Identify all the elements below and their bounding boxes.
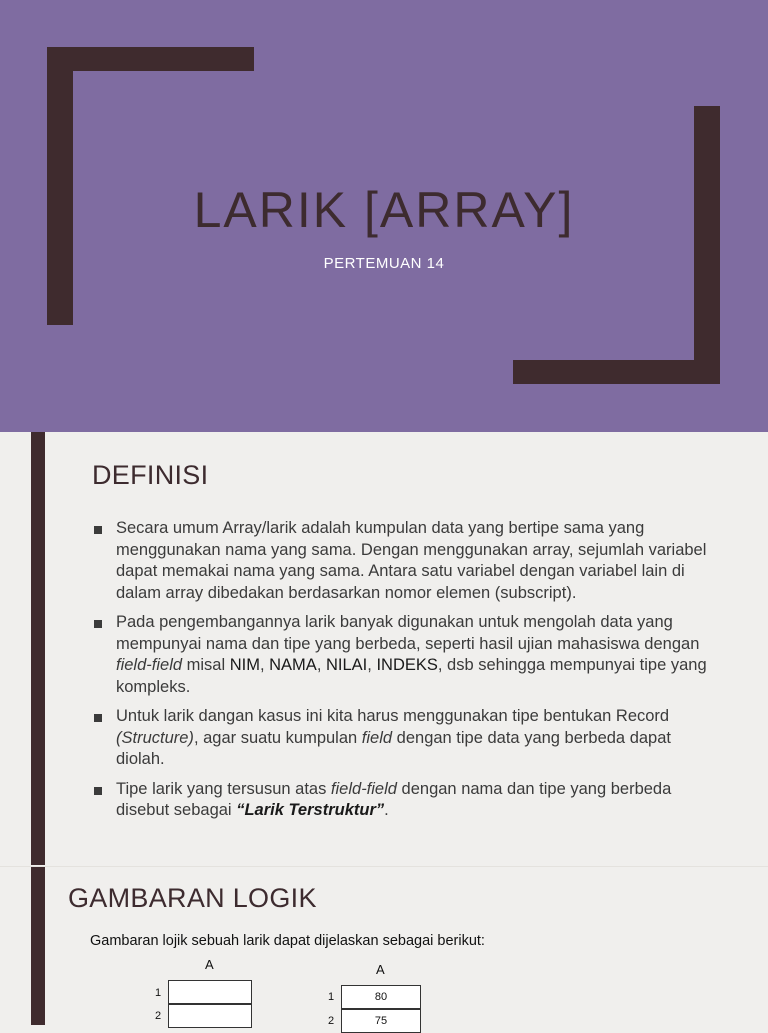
bullet-text: NAMA [269, 656, 317, 674]
bullet-text: field [361, 728, 393, 747]
array-right-index: 2 [328, 1015, 335, 1027]
bullet-text: Secara umum Array/larik adalah kumpulan data yang bertipe sama yang menggunakan nama yang sama. Dengan menggunakan array, sejumlah variabel dapat memakai nama yang sama. Antara satu variabel dengan variabel lain di dalam array dibedakan berdasarkan nomor elemen (subscript). [116, 519, 707, 602]
definition-slide [0, 432, 768, 865]
bullet-text: field-field [330, 779, 397, 798]
slide-title: LARIK [ARRAY] [193, 182, 575, 238]
array-left-index: 1 [155, 987, 162, 999]
accent-bar [31, 867, 45, 1025]
bullet-text: Tipe larik yang tersusun atas [116, 779, 331, 798]
bullet-text: NIM [229, 656, 260, 674]
bullet-text: (Structure) [116, 728, 194, 747]
array-right-index: 1 [328, 991, 335, 1003]
bullet-text: dengan tipe data yang berbeda dapat diolah. [116, 728, 671, 768]
array-left-cell [168, 1004, 252, 1028]
array-left-cell [168, 980, 252, 1004]
bullet-text: , [259, 656, 270, 674]
bullet-text: Pada pengembangannya larik banyak digunakan untuk mengolah data yang mempunyai nama dan tipe yang berbeda, seperti hasil ujian mahasiswa dengan [116, 613, 700, 653]
bullet-text: dengan nama dan tipe yang berbeda disebut sebagai [116, 779, 672, 819]
array-right-cell: 80 [341, 985, 421, 1009]
bullet-text: , [367, 656, 377, 674]
intro-text: Gambaran lojik sebuah larik dapat dijelaskan sebagai berikut: [90, 933, 485, 949]
bullet-text: Untuk larik dangan kasus ini kita harus menggunakan tipe bentukan Record [116, 707, 670, 725]
frame-bottom-right-vertical [694, 106, 720, 384]
bullet-text: . [384, 801, 389, 819]
bullet-text: field-field [116, 656, 183, 674]
bullet-text: , dsb sehingga mempunyai tipe yang kompleks. [116, 656, 707, 696]
array-right-label: A [376, 962, 385, 977]
bullet-text: NILAI [325, 656, 368, 674]
bullet-text: misal [182, 656, 230, 674]
array-left-label: A [205, 957, 214, 972]
accent-bar [31, 432, 45, 865]
slide-subtitle: PERTEMUAN 14 [323, 255, 445, 272]
bullet-list [92, 518, 712, 830]
logical-overview-slide [0, 866, 768, 1025]
frame-bottom-right-horizontal [513, 360, 720, 384]
bullet-text: , agar suatu kumpulan [193, 728, 362, 747]
bullet-text: INDEKS [376, 656, 438, 674]
bullet-item [92, 612, 712, 698]
section-heading: GAMBARAN LOGIK [68, 883, 317, 913]
bullet-item [92, 518, 712, 604]
bullet-text: “Larik Terstruktur” [236, 801, 385, 819]
section-heading: DEFINISI [92, 460, 209, 490]
bullet-item [92, 706, 712, 771]
title-slide [0, 0, 768, 432]
bullet-item [92, 779, 712, 822]
array-left-index: 2 [155, 1010, 162, 1022]
bullet-text: , [316, 656, 326, 674]
frame-top-left-horizontal [47, 47, 254, 71]
array-right-cell: 75 [341, 1009, 421, 1033]
